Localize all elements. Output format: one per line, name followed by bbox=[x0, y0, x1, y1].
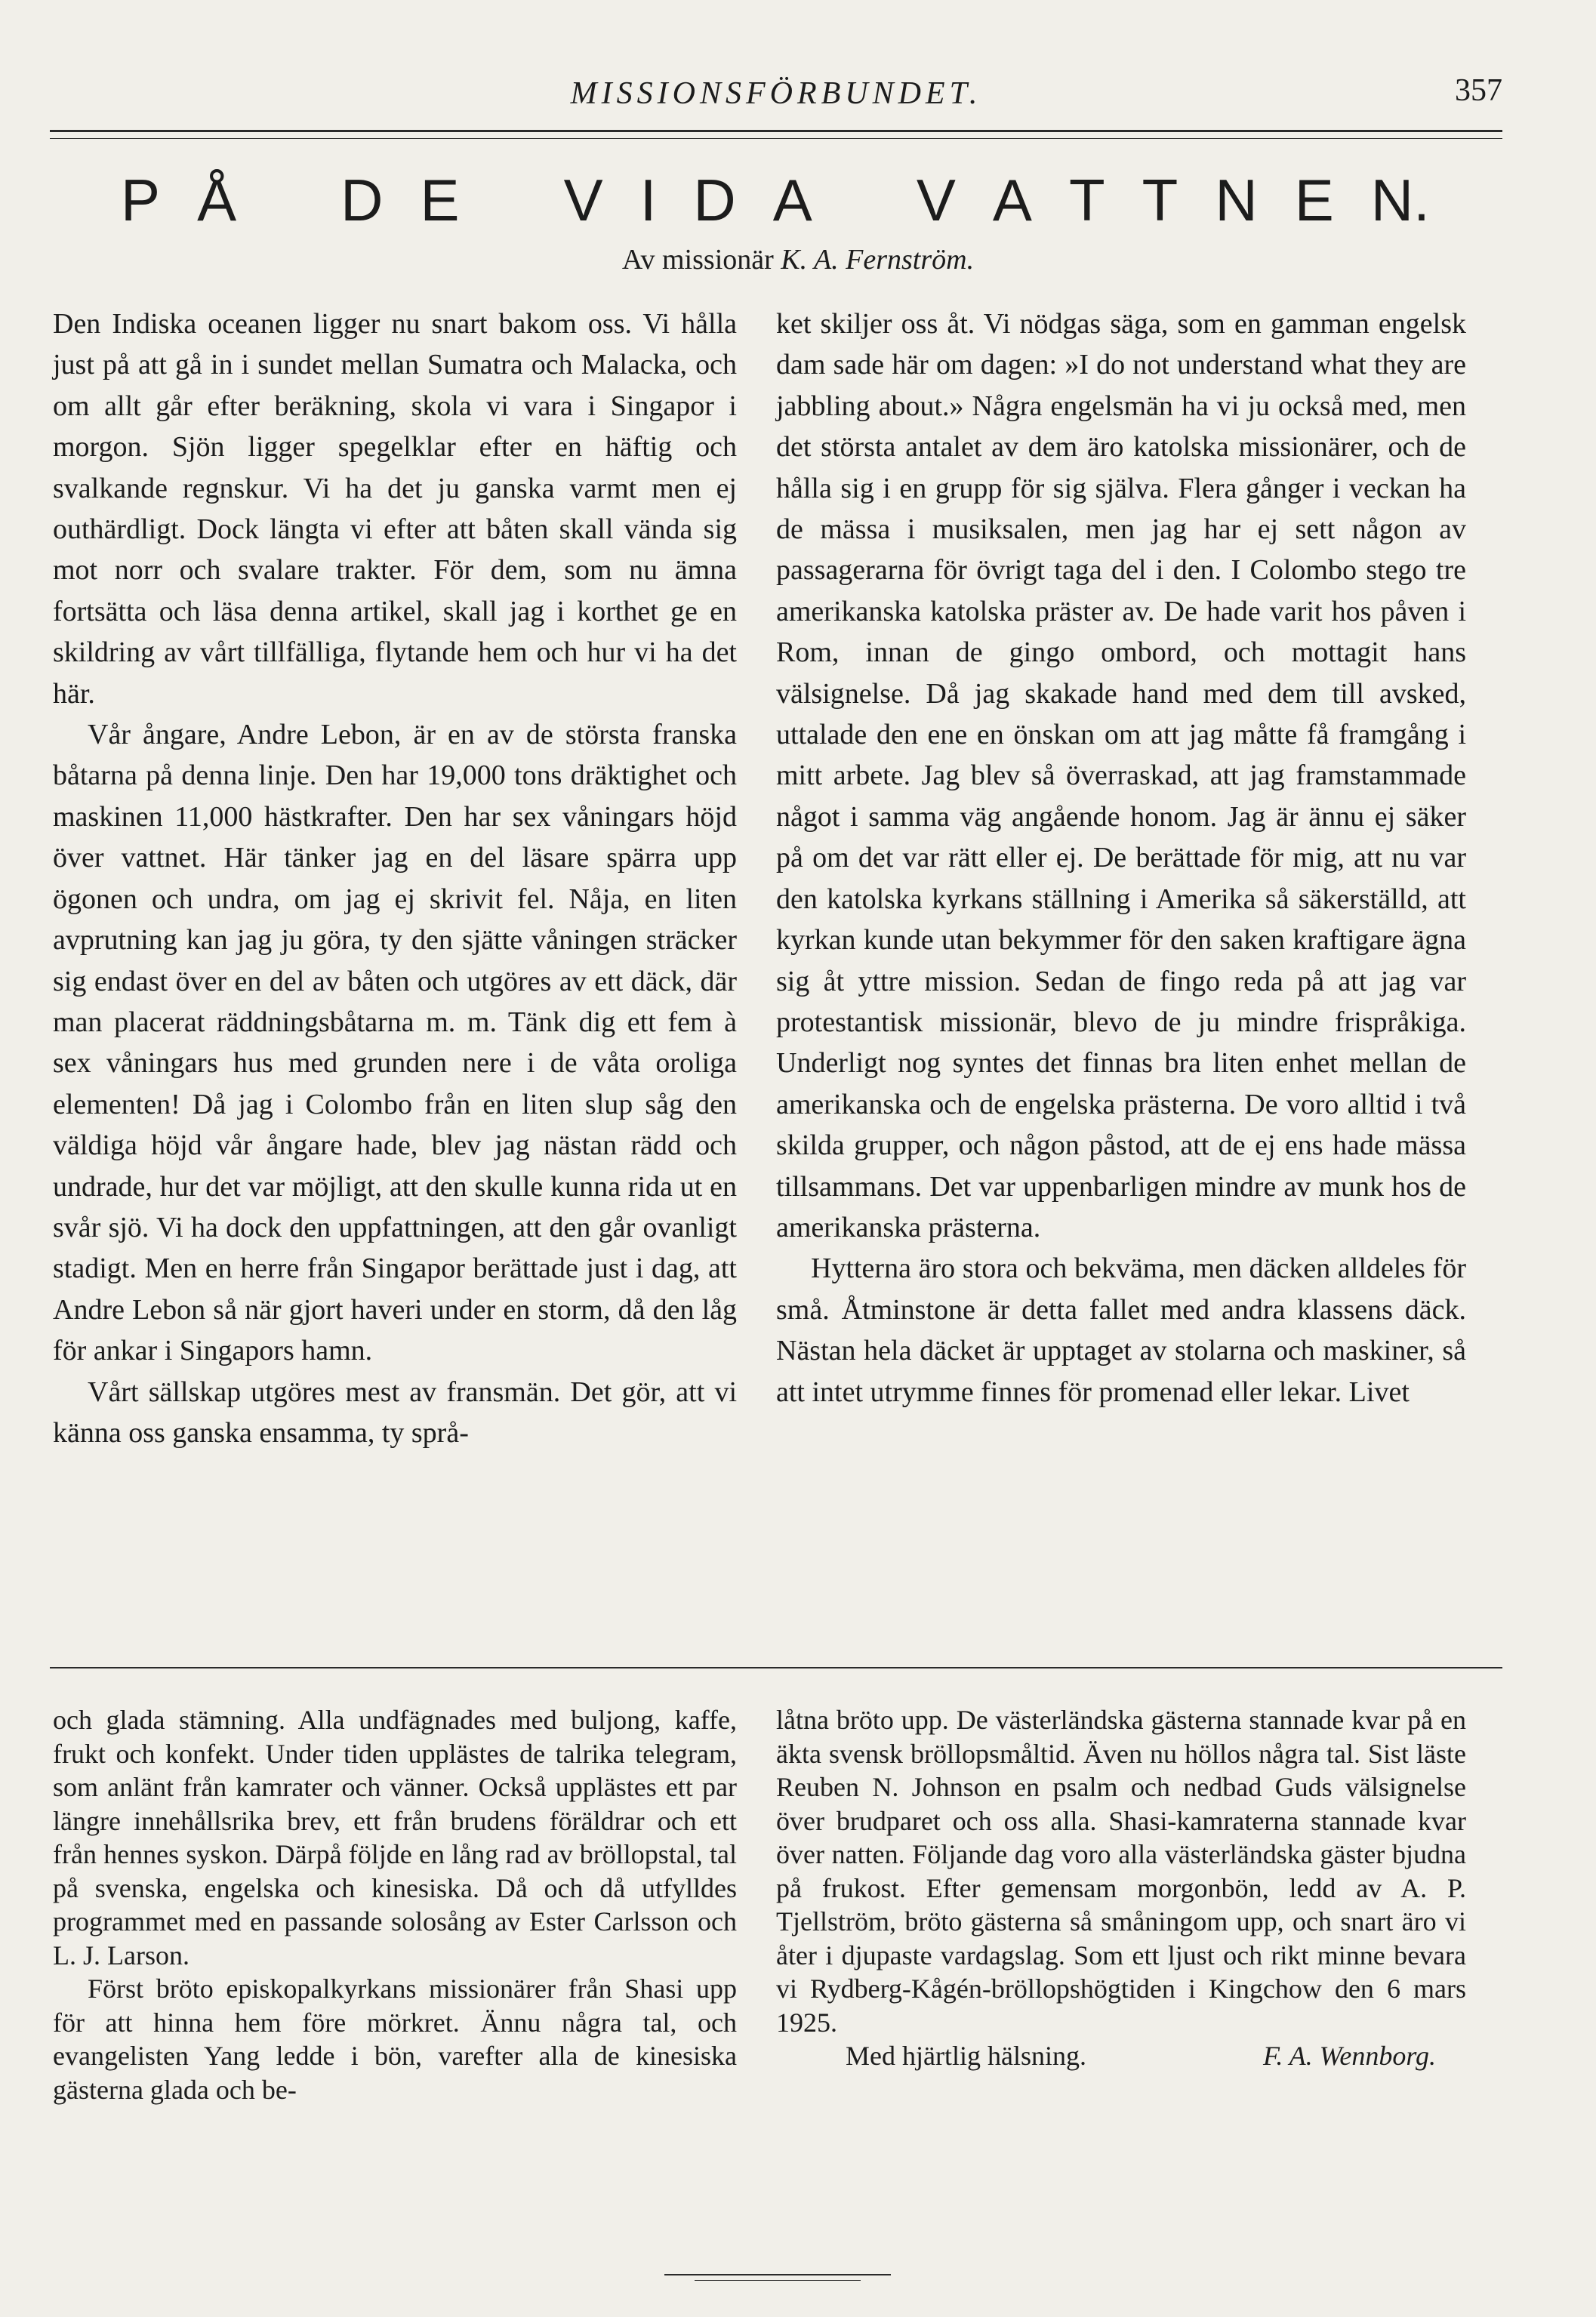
paragraph: Den Indiska oceanen ligger nu snart bakom oss. Vi hålla just på att gå in i sundet mellan Sumatra och Malacka, och om allt går efter beräkning, skola vi vara i Singapor i morgon. Sjön ligger spegelklar efter en häftig och svalkande regnskur. Vi ha det ju ganska varmt men ej outhärdligt. Dock längta vi efter att båten skall vända sig mot norr och svalare trakter. För dem, som nu ämna fortsätta och läsa denna artikel, skall jag i korthet ge en skildring av vårt tillfälliga, flytande hem och hur vi ha det här. bbox=[53, 308, 737, 710]
title-letter: E bbox=[420, 167, 460, 233]
header-rule bbox=[50, 130, 1502, 139]
closing-line bbox=[776, 2039, 1466, 2073]
title-letter: T bbox=[1068, 167, 1105, 233]
paragraph: Hytterna äro stora och bekväma, men däcken alldeles för små. Åtminstone är detta fallet med andra klassens däck. Nästan hela däcket är upptaget av stolarna och maskiner, så att intet utrymme finnes för promenad eller lekar. Livet bbox=[776, 1252, 1466, 1408]
page-header bbox=[50, 69, 1502, 122]
title-letter: Å bbox=[197, 167, 237, 233]
ornament-line bbox=[664, 2274, 891, 2275]
column-left-upper bbox=[53, 303, 737, 1453]
title-letter: I bbox=[639, 167, 657, 233]
column-right-lower bbox=[776, 1703, 1466, 2073]
byline-author: K. A. Fernström. bbox=[781, 244, 975, 276]
title-letter: A bbox=[992, 167, 1032, 233]
column-right-upper bbox=[776, 303, 1466, 1413]
paragraph: Vårt sällskap utgöres mest av fransmän. Det gör, att vi känna oss ganska ensamma, ty språ- bbox=[53, 1376, 737, 1449]
title-letter: A bbox=[772, 167, 812, 233]
paragraph: Först bröto episkopalkyrkans missionärer från Shasi upp för att hinna hem före mörkret. Ännu några tal, och evangelisten Yang ledde i bön, varefter alla de kinesiska gästerna glada och be- bbox=[53, 1973, 737, 2105]
byline bbox=[0, 243, 1596, 276]
end-ornament bbox=[664, 2274, 891, 2283]
title-letter: N bbox=[1215, 167, 1258, 233]
column-left-lower bbox=[53, 1703, 737, 2106]
byline-prefix: Av missionär bbox=[621, 244, 774, 276]
running-title: MISSIONSFÖRBUNDET. bbox=[570, 76, 982, 111]
title-letter: D bbox=[340, 167, 384, 233]
section-divider bbox=[50, 1667, 1502, 1668]
paragraph: ket skiljer oss åt. Vi nödgas säga, som en gamman engelsk dam sade här om dagen: »I do not understand what they are jabbling about.» Några engelsmän ha vi ju också med, men det största antalet av dem äro katolska missionärer, och de hålla sig i en grupp för sig själva. Flera gånger i veckan ha de mässa i musiksalen, men jag har ej sett någon av passagerarna för övrigt taga del i den. I Colombo stego tre amerikanska katolska präster av. De hade varit hos påven i Rom, innan de gingo ombord, och mottagit hans välsignelse. Då jag skakade hand med dem till avsked, uttalade den ene en önskan om att jag måtte få framgång i mitt arbete. Jag blev så överraskad, att jag framstammade något i samma väg angående honom. Jag är ännu ej säker på om det var rätt eller ej. De berättade för mig, att nu var den katolska kyrkans ställning i Amerika så säkerställd, att kyrkan kunde utan bekymmer för den saken kraftigare ägna sig åt yttre mission. Sedan de fingo reda på att jag var protestantisk missionär, blevo de ju mindre frispråkiga. Underligt nog syntes det finnas bra liten enhet mellan de amerikanska och de engelska prästerna. De voro alltid i två skilda grupper, och någon påstod, att de ej ens hade mässa tillsammans. Det var uppenbarligen mindre av munk hos de amerikanska prästerna. bbox=[776, 308, 1466, 1243]
closing-signature: F. A. Wennborg. bbox=[1262, 2041, 1436, 2071]
article-title bbox=[121, 166, 1430, 235]
paragraph: Vår ångare, Andre Lebon, är en av de största franska båtarna på denna linje. Den har 19,000 tons dräktighet och maskinen 11,000 hästkrafter. Den har sex våningars höjd över vattnet. Här tänker jag en del läsare spärra upp ögonen och undra, om jag ej skrivit fel. Nåja, en liten avprutning kan jag ju göra, ty den sjätte våningen sträcker sig endast över en del av båten och utgöres av ett däck, där man placerat räddningsbåtarna m. m. Tänk dig ett fem à sex våningars hus med grunden nere i de våta oroliga elementen! Då jag i Colombo från en liten slup såg den väldiga höjd vår ångare hade, blev jag nästan rädd och undrade, hur det var möjligt, att den skulle kunna rida ut en svår sjö. Vi ha dock den uppfattningen, att den går ovanligt stadigt. Men en herre från Singapor berättade just i dag, att Andre Lebon så när gjort haveri under en storm, då den låg för ankar i Singapors hamn. bbox=[53, 719, 737, 1367]
closing-greeting: Med hjärtlig hälsning. bbox=[846, 2041, 1086, 2071]
title-letter: V bbox=[916, 167, 956, 233]
title-letter: D bbox=[693, 167, 736, 233]
paragraph: och glada stämning. Alla undfägnades med buljong, kaffe, frukt och konfekt. Under tiden upplästes de talrika telegram, som anlänt från kamrater och vänner. Också upplästes ett par längre innehållsrika brev, ett från brudens föräldrar och ett från hennes syskon. Därpå följde en lång rad av bröllopstal, tal på svenska, engelska och kinesiska. Då och då utfylldes programmet med en passande solosång av Ester Carlsson och L. J. Larson. bbox=[53, 1705, 737, 1970]
ornament-line bbox=[695, 2280, 861, 2281]
page-number: 357 bbox=[1455, 73, 1502, 108]
title-letter: E bbox=[1294, 167, 1334, 233]
title-letter: T bbox=[1142, 167, 1179, 233]
title-letter: N. bbox=[1370, 167, 1430, 233]
title-letter: P bbox=[121, 167, 161, 233]
title-letter: V bbox=[563, 167, 603, 233]
paragraph: låtna bröto upp. De västerländska gästerna stannade kvar på en äkta svensk bröllopsmåltid. Även nu höllos några tal. Sist läste Reuben N. Johnson en psalm och nedbad Guds välsignelse över brudparet och oss alla. Shasi-kamraterna stannade kvar över natten. Följande dag voro alla västerländska gäster bjudna på frukost. Efter gemensam morgonbön, ledd av A. P. Tjellström, bröto gästerna så småningom upp, och snart äro vi åter i djupaste vardagslag. Som ett ljust och rikt minne bevara vi Rydberg-Kågén-bröllopshögtiden i Kingchow den 6 mars 1925. bbox=[776, 1705, 1466, 2038]
